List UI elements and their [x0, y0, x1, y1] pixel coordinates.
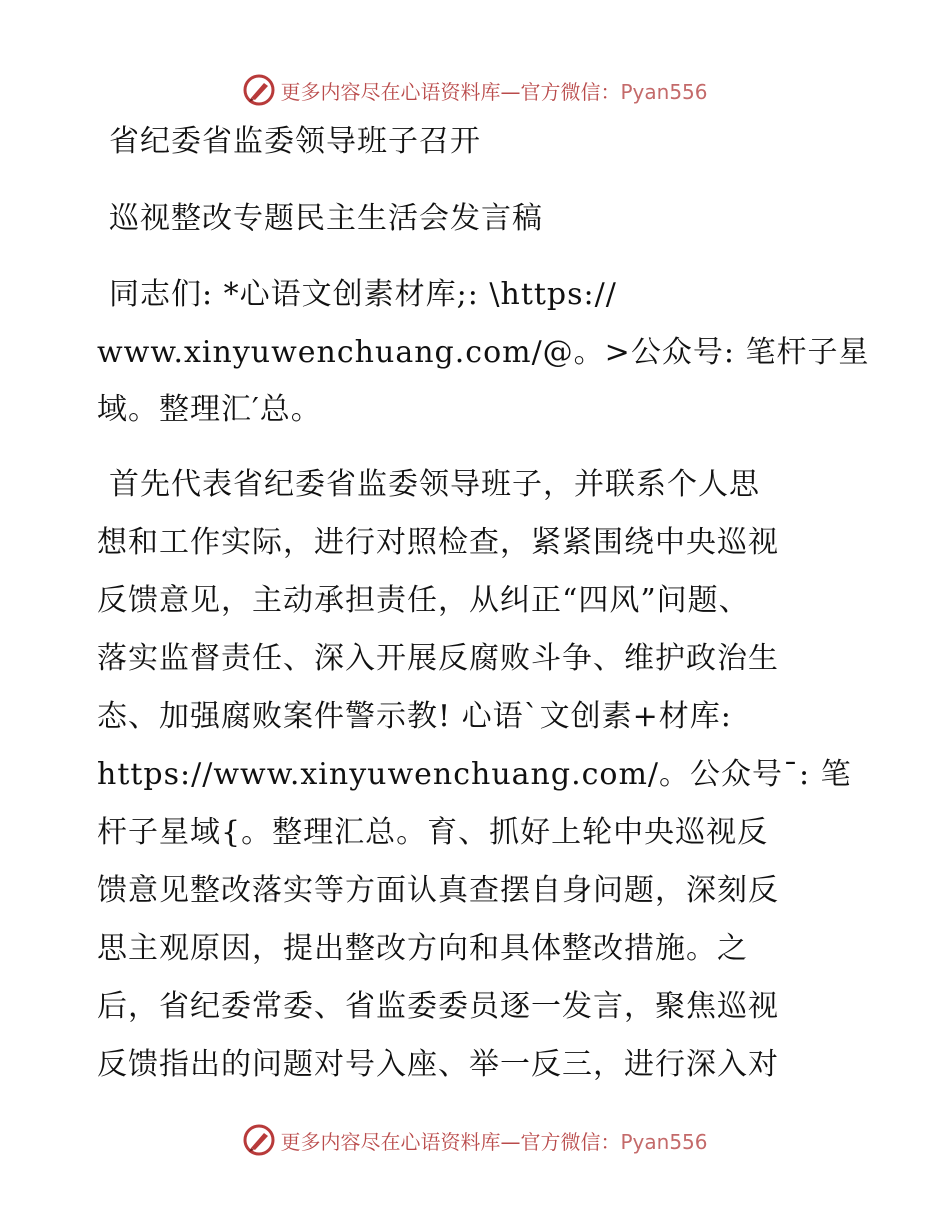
document-title-line-2: 巡视整改专题民主生活会发言稿: [109, 201, 543, 236]
paragraph-2-line: 馈意见整改落实等方面认真查摆自身问题，深刻反: [97, 873, 779, 908]
watermark-wechat-id: Pyan556: [620, 79, 708, 104]
watermark-banner-top: [0, 70, 950, 110]
paragraph-1-line: www.xinyuwenchuang.com/@。>公众号: 笔杆子星: [97, 335, 870, 370]
paragraph-1-line: 同志们: *心语文创素材库;: \https://: [109, 277, 617, 312]
watermark-text: [280, 1126, 707, 1155]
watermark-banner-bottom: [0, 1120, 950, 1160]
paragraph-2-line: 首先代表省纪委省监委领导班子，并联系个人思: [109, 467, 760, 502]
pen-logo-icon: [242, 73, 276, 107]
watermark-label: 更多内容尽在心语资料库—官方微信：: [280, 79, 621, 104]
paragraph-2-line: 后，省纪委常委、省监委委员逐一发言，聚焦巡视: [97, 989, 779, 1024]
paragraph-2-line: https://www.xinyuwenchuang.com/。公众号¯: 笔: [97, 757, 852, 792]
paragraph-2-line: 想和工作实际，进行对照检查，紧紧围绕中央巡视: [97, 525, 779, 560]
pen-logo-icon: [242, 1123, 276, 1157]
paragraph-2-line: 反馈指出的问题对号入座、举一反三，进行深入对: [97, 1047, 779, 1082]
paragraph-1-line: 域。整理汇′总。: [97, 392, 322, 427]
paragraph-2-line: 态、加强腐败案件警示教! 心语`文创素+材库:: [97, 699, 732, 734]
document-title-line-1: 省纪委省监委领导班子召开: [109, 124, 481, 159]
watermark-wechat-id: Pyan556: [620, 1129, 708, 1154]
paragraph-2-line: 反馈意见，主动承担责任，从纠正“四风”问题、: [97, 583, 750, 618]
paragraph-2-line: 落实监督责任、深入开展反腐败斗争、维护政治生: [97, 641, 779, 676]
watermark-text: [280, 76, 707, 105]
paragraph-2-line: 杆子星域{。整理汇总。育、抓好上轮中央巡视反: [97, 815, 769, 850]
watermark-label: 更多内容尽在心语资料库—官方微信：: [280, 1129, 621, 1154]
paragraph-2-line: 思主观原因，提出整改方向和具体整改措施。之: [97, 931, 748, 966]
